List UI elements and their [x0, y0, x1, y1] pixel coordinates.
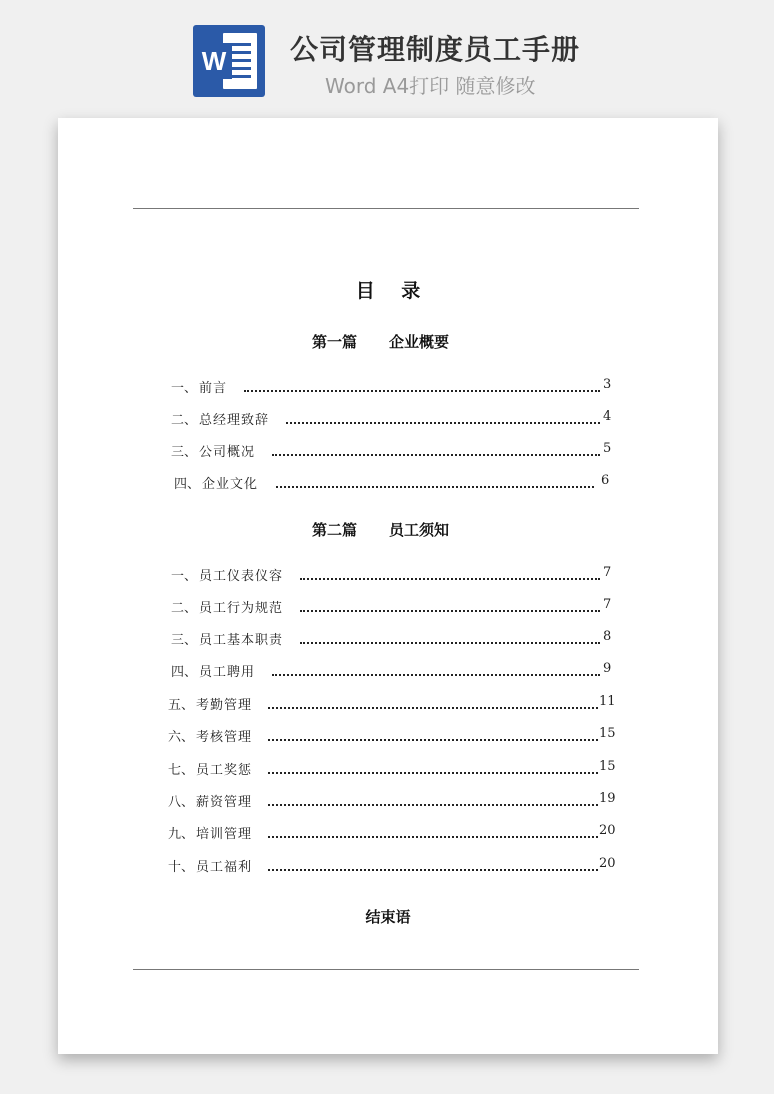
toc-entry-page: 20: [599, 856, 616, 871]
toc-entry-number: 七、: [168, 763, 195, 778]
toc-entry-page: 7: [603, 597, 612, 612]
word-logo-letter: W: [196, 43, 232, 79]
toc-leader-dots: [244, 390, 600, 392]
toc-entry-page: 7: [603, 565, 612, 580]
toc-entry-number: 二、: [171, 601, 198, 616]
part1-label: 第一篇: [312, 333, 358, 351]
toc-entry-label: 前言: [199, 381, 228, 396]
part2-heading: [312, 519, 449, 540]
toc-entry-number: 四、: [171, 665, 198, 680]
preview-header: [0, 0, 774, 118]
toc-entry-label: 员工基本职责: [199, 633, 284, 648]
toc-entry-label: 员工奖惩: [196, 763, 253, 778]
toc-entry-number: 一、: [171, 381, 198, 396]
toc-entry-label: 薪资管理: [196, 795, 253, 810]
toc-entry-label: 员工行为规范: [199, 601, 284, 616]
page-title: 公司管理制度员工手册: [290, 33, 581, 66]
toc-entry-number: 二、: [171, 413, 198, 428]
part2-label: 第二篇: [312, 521, 358, 539]
toc-entry[interactable]: [58, 726, 718, 746]
toc-leader-dots: [268, 707, 598, 709]
toc-entry-label: 公司概况: [199, 445, 256, 460]
toc-leader-dots: [300, 642, 600, 644]
toc-entry[interactable]: [58, 409, 718, 429]
toc-entry[interactable]: [58, 661, 718, 681]
toc-entry-number: 四、: [174, 477, 201, 492]
footer-rule: [133, 969, 639, 970]
toc-entry[interactable]: [58, 759, 718, 779]
part1-heading: [312, 331, 449, 352]
toc-entry-page: 3: [603, 377, 612, 392]
page-subtitle: Word A4打印 随意修改: [325, 74, 536, 98]
toc-entry-number: 十、: [168, 860, 195, 875]
toc-entry-label: 考勤管理: [196, 698, 253, 713]
toc-leader-dots: [300, 610, 600, 612]
toc-leader-dots: [268, 869, 598, 871]
toc-entry[interactable]: [58, 597, 718, 617]
part1-name: 企业概要: [389, 333, 450, 351]
toc-entry-number: 五、: [168, 698, 195, 713]
toc-entry-page: 19: [599, 791, 616, 806]
word-doc-icon: [193, 25, 265, 97]
toc-entry-label: 考核管理: [196, 730, 253, 745]
toc-entry-page: 4: [603, 409, 612, 424]
toc-entry-page: 6: [601, 473, 610, 488]
toc-entry-number: 八、: [168, 795, 195, 810]
toc-entry-number: 三、: [171, 633, 198, 648]
toc-leader-dots: [272, 454, 600, 456]
toc-entry[interactable]: [58, 565, 718, 585]
toc-entry[interactable]: [58, 629, 718, 649]
toc-leader-dots: [268, 804, 598, 806]
toc-leader-dots: [300, 578, 600, 580]
toc-entry[interactable]: [58, 473, 718, 493]
toc-ending: 结束语: [365, 908, 411, 926]
toc-entry-number: 九、: [168, 827, 195, 842]
toc-entry-page: 5: [603, 441, 612, 456]
toc-entry[interactable]: [58, 694, 718, 714]
toc-entry-page: 15: [599, 726, 616, 741]
toc-title: 目 录: [355, 280, 421, 302]
toc-entry-label: 员工福利: [196, 860, 253, 875]
toc-entry[interactable]: [58, 377, 718, 397]
toc-leader-dots: [268, 836, 598, 838]
toc-entry-label: 员工仪表仪容: [199, 569, 284, 584]
toc-entry-label: 总经理致辞: [199, 413, 270, 428]
toc-entry-label: 员工聘用: [199, 665, 256, 680]
toc-leader-dots: [276, 486, 594, 488]
toc-entry-number: 三、: [171, 445, 198, 460]
toc-entry-label: 培训管理: [196, 827, 253, 842]
toc-entry-page: 11: [599, 694, 616, 709]
toc-entry-page: 15: [599, 759, 616, 774]
toc-entry-page: 8: [603, 629, 612, 644]
toc-entry-page: 9: [603, 661, 612, 676]
toc-entry-number: 一、: [171, 569, 198, 584]
toc-leader-dots: [268, 772, 598, 774]
toc-entry[interactable]: [58, 791, 718, 811]
toc-leader-dots: [268, 739, 598, 741]
part2-name: 员工须知: [389, 521, 450, 539]
toc-entry[interactable]: [58, 823, 718, 843]
toc-entry-number: 六、: [168, 730, 195, 745]
document-page: [58, 118, 718, 1054]
toc-entry-label: 企业文化: [202, 477, 259, 492]
header-rule: [133, 208, 639, 209]
toc-entry[interactable]: [58, 441, 718, 461]
toc-entry-page: 20: [599, 823, 616, 838]
toc-leader-dots: [286, 422, 600, 424]
toc-entry[interactable]: [58, 856, 718, 876]
toc-leader-dots: [272, 674, 600, 676]
